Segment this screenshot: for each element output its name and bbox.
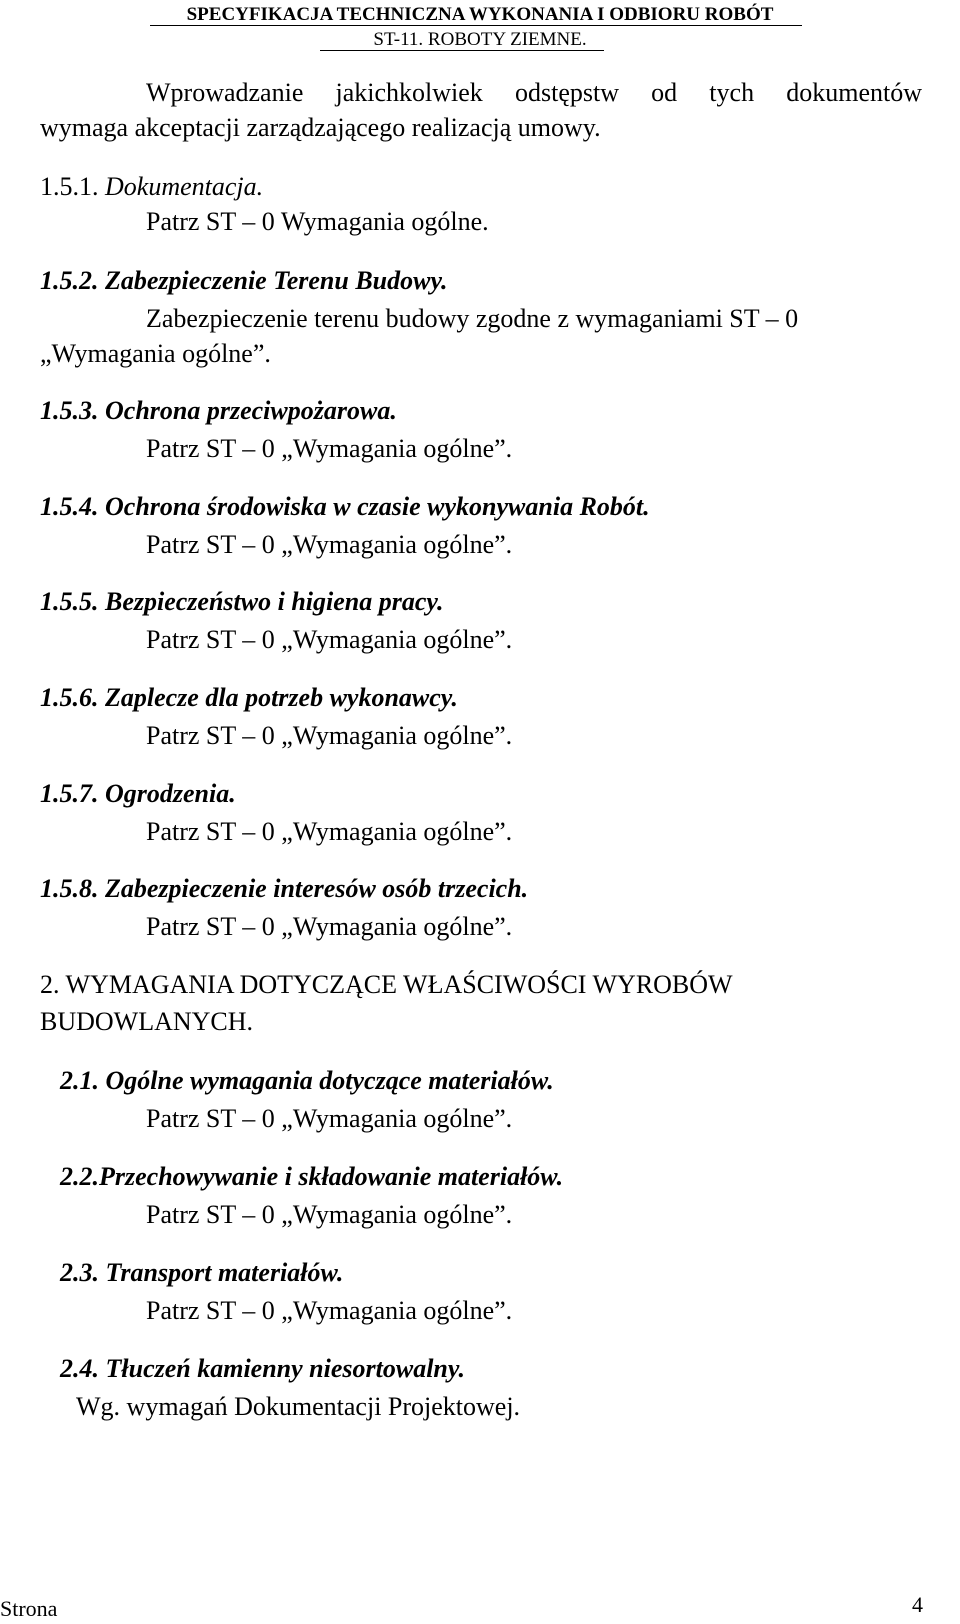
subsection-text-2-4: Wg. wymagań Dokumentacji Projektowej.: [76, 1392, 521, 1421]
section-heading-1-5-3: 1.5.3. Ochrona przeciwpożarowa.: [40, 396, 397, 425]
header-subtitle: ST-11. ROBOTY ZIEMNE.: [373, 29, 587, 50]
section-heading-1-5-1: 1.5.1. Dokumentacja.: [40, 172, 264, 201]
section-text-1-5-5: Patrz ST – 0 „Wymagania ogólne”.: [146, 625, 513, 654]
section-text-1-5-2: Zabezpieczenie terenu budowy zgodne z wymaganiami ST – 0: [146, 304, 799, 333]
section-heading-1-5-6: 1.5.6. Zaplecze dla potrzeb wykonawcy.: [40, 683, 458, 712]
section-heading-1-5-2: 1.5.2. Zabezpieczenie Terenu Budowy.: [40, 266, 448, 295]
section-text-1-5-1: Patrz ST – 0 Wymagania ogólne.: [146, 207, 489, 236]
footer-page-label: Strona: [0, 1596, 58, 1621]
subsection-heading-2-2: 2.2.Przechowywanie i składowanie materiałów.: [60, 1162, 564, 1191]
header-title: SPECYFIKACJA TECHNICZNA WYKONANIA I ODBIORU ROBÓT: [186, 4, 774, 25]
section-text-1-5-4: Patrz ST – 0 „Wymagania ogólne”.: [146, 530, 513, 559]
section-heading-1-5-4: 1.5.4. Ochrona środowiska w czasie wykonywania Robót.: [40, 492, 650, 521]
footer-page-number: 4: [912, 1592, 923, 1617]
section-text-1-5-6: Patrz ST – 0 „Wymagania ogólne”.: [146, 721, 513, 750]
chapter-2-heading: 2. WYMAGANIA DOTYCZĄCE WŁAŚCIWOŚCI WYROBÓW: [40, 970, 733, 999]
section-text-1-5-2-cont: „Wymagania ogólne”.: [40, 339, 271, 368]
section-heading-1-5-7: 1.5.7. Ogrodzenia.: [40, 779, 236, 808]
subsection-heading-2-3: 2.3. Transport materiałów.: [60, 1258, 344, 1287]
section-text-1-5-8: Patrz ST – 0 „Wymagania ogólne”.: [146, 912, 513, 941]
intro-line-2: wymaga akceptacji zarządzającego realizacją umowy.: [40, 113, 601, 142]
header-subtitle-underline: [320, 50, 604, 51]
section-text-1-5-3: Patrz ST – 0 „Wymagania ogólne”.: [146, 434, 513, 463]
subsection-text-2-2: Patrz ST – 0 „Wymagania ogólne”.: [146, 1200, 513, 1229]
section-heading-1-5-5: 1.5.5. Bezpieczeństwo i higiena pracy.: [40, 587, 444, 616]
chapter-2-heading-cont: BUDOWLANYCH.: [40, 1007, 254, 1036]
header-underline: [150, 25, 802, 26]
intro-line-1: Wprowadzanie jakichkolwiek odstępstw od tych dokumentów: [146, 78, 922, 107]
subsection-heading-2-4: 2.4. Tłuczeń kamienny niesortowalny.: [60, 1354, 465, 1383]
section-heading-1-5-8: 1.5.8. Zabezpieczenie interesów osób trzecich.: [40, 874, 529, 903]
section-text-1-5-7: Patrz ST – 0 „Wymagania ogólne”.: [146, 817, 513, 846]
subsection-text-2-3: Patrz ST – 0 „Wymagania ogólne”.: [146, 1296, 513, 1325]
subsection-text-2-1: Patrz ST – 0 „Wymagania ogólne”.: [146, 1104, 513, 1133]
subsection-heading-2-1: 2.1. Ogólne wymagania dotyczące materiałów.: [60, 1066, 554, 1095]
